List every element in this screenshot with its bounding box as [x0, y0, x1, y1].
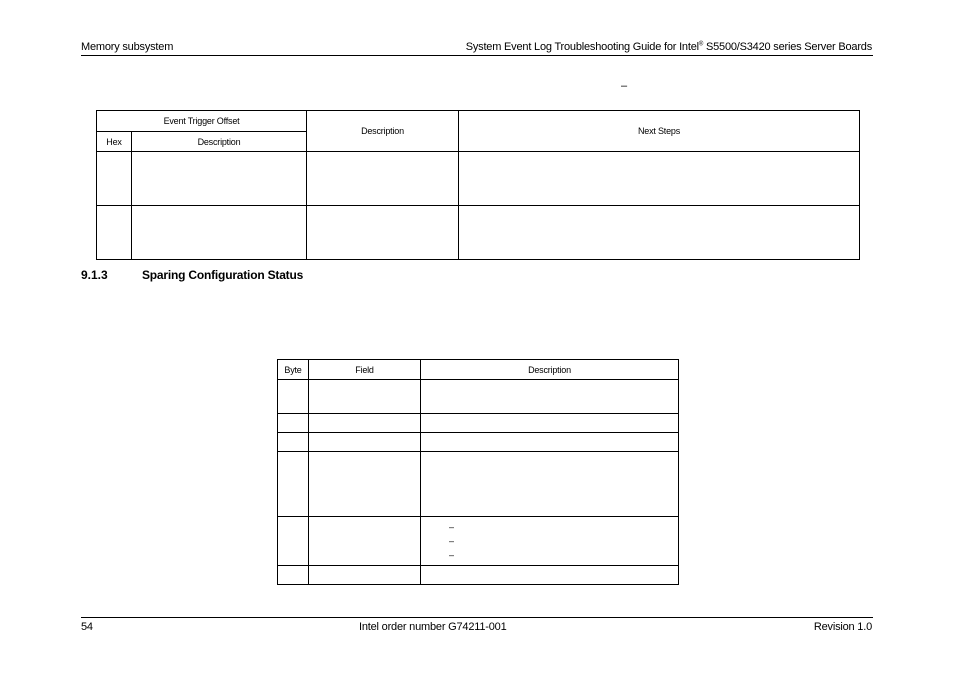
table-row	[278, 433, 679, 452]
header-right-prefix: System Event Log Troubleshooting Guide for Intel	[465, 41, 699, 53]
table-cell	[459, 152, 860, 206]
table-cell	[278, 452, 309, 517]
table-cell	[309, 452, 421, 517]
table-cell	[132, 206, 307, 260]
next-steps-header: Next Steps	[459, 111, 860, 152]
byte-header: Byte	[278, 360, 309, 380]
table-cell	[97, 206, 132, 260]
header-right-suffix: S5500/S3420 series Server Boards	[703, 41, 872, 53]
table-cell	[309, 380, 421, 414]
list-dash: –	[449, 536, 454, 546]
page-number: 54	[81, 621, 93, 633]
table-row	[278, 414, 679, 433]
table-row	[278, 566, 679, 585]
table-cell	[97, 152, 132, 206]
dash-list-cell	[421, 517, 679, 566]
table-cell	[309, 433, 421, 452]
event-trigger-table	[96, 110, 860, 260]
table-row	[278, 517, 679, 566]
offset-description-header: Description	[132, 132, 307, 152]
sparing-config-table	[277, 359, 679, 585]
revision: Revision 1.0	[813, 621, 872, 633]
table-cell	[132, 152, 307, 206]
description-header: Description	[307, 111, 459, 152]
table-cell	[307, 152, 459, 206]
header-rule	[81, 55, 873, 56]
table-cell	[421, 452, 679, 517]
table-cell	[309, 414, 421, 433]
table-cell	[278, 517, 309, 566]
list-dash: –	[449, 550, 454, 560]
registered-mark: ®	[698, 41, 704, 48]
table-cell	[421, 566, 679, 585]
table-cell	[421, 433, 679, 452]
table-cell	[459, 206, 860, 260]
table-cell	[278, 414, 309, 433]
table-row	[97, 152, 860, 206]
table-cell	[421, 380, 679, 414]
table-cell	[309, 517, 421, 566]
table-cell	[278, 380, 309, 414]
list-dash: –	[449, 522, 454, 532]
table-cell	[421, 414, 679, 433]
field-header: Field	[309, 360, 421, 380]
table-cell	[278, 566, 309, 585]
table-row	[97, 206, 860, 260]
table-row	[278, 380, 679, 414]
section-number: 9.1.3	[81, 268, 108, 282]
table-cell	[309, 566, 421, 585]
header-right	[466, 41, 872, 53]
order-number: Intel order number G74211-001	[359, 621, 507, 633]
header-left: Memory subsystem	[81, 41, 174, 53]
hex-header: Hex	[97, 132, 132, 152]
table-cell	[307, 206, 459, 260]
description-header: Description	[421, 360, 679, 380]
table-cell	[278, 433, 309, 452]
section-title: Sparing Configuration Status	[142, 268, 304, 282]
event-trigger-offset-header: Event Trigger Offset	[97, 111, 307, 132]
table-row	[278, 452, 679, 517]
table-caption-dash: –	[621, 80, 628, 92]
footer-rule	[81, 617, 873, 618]
